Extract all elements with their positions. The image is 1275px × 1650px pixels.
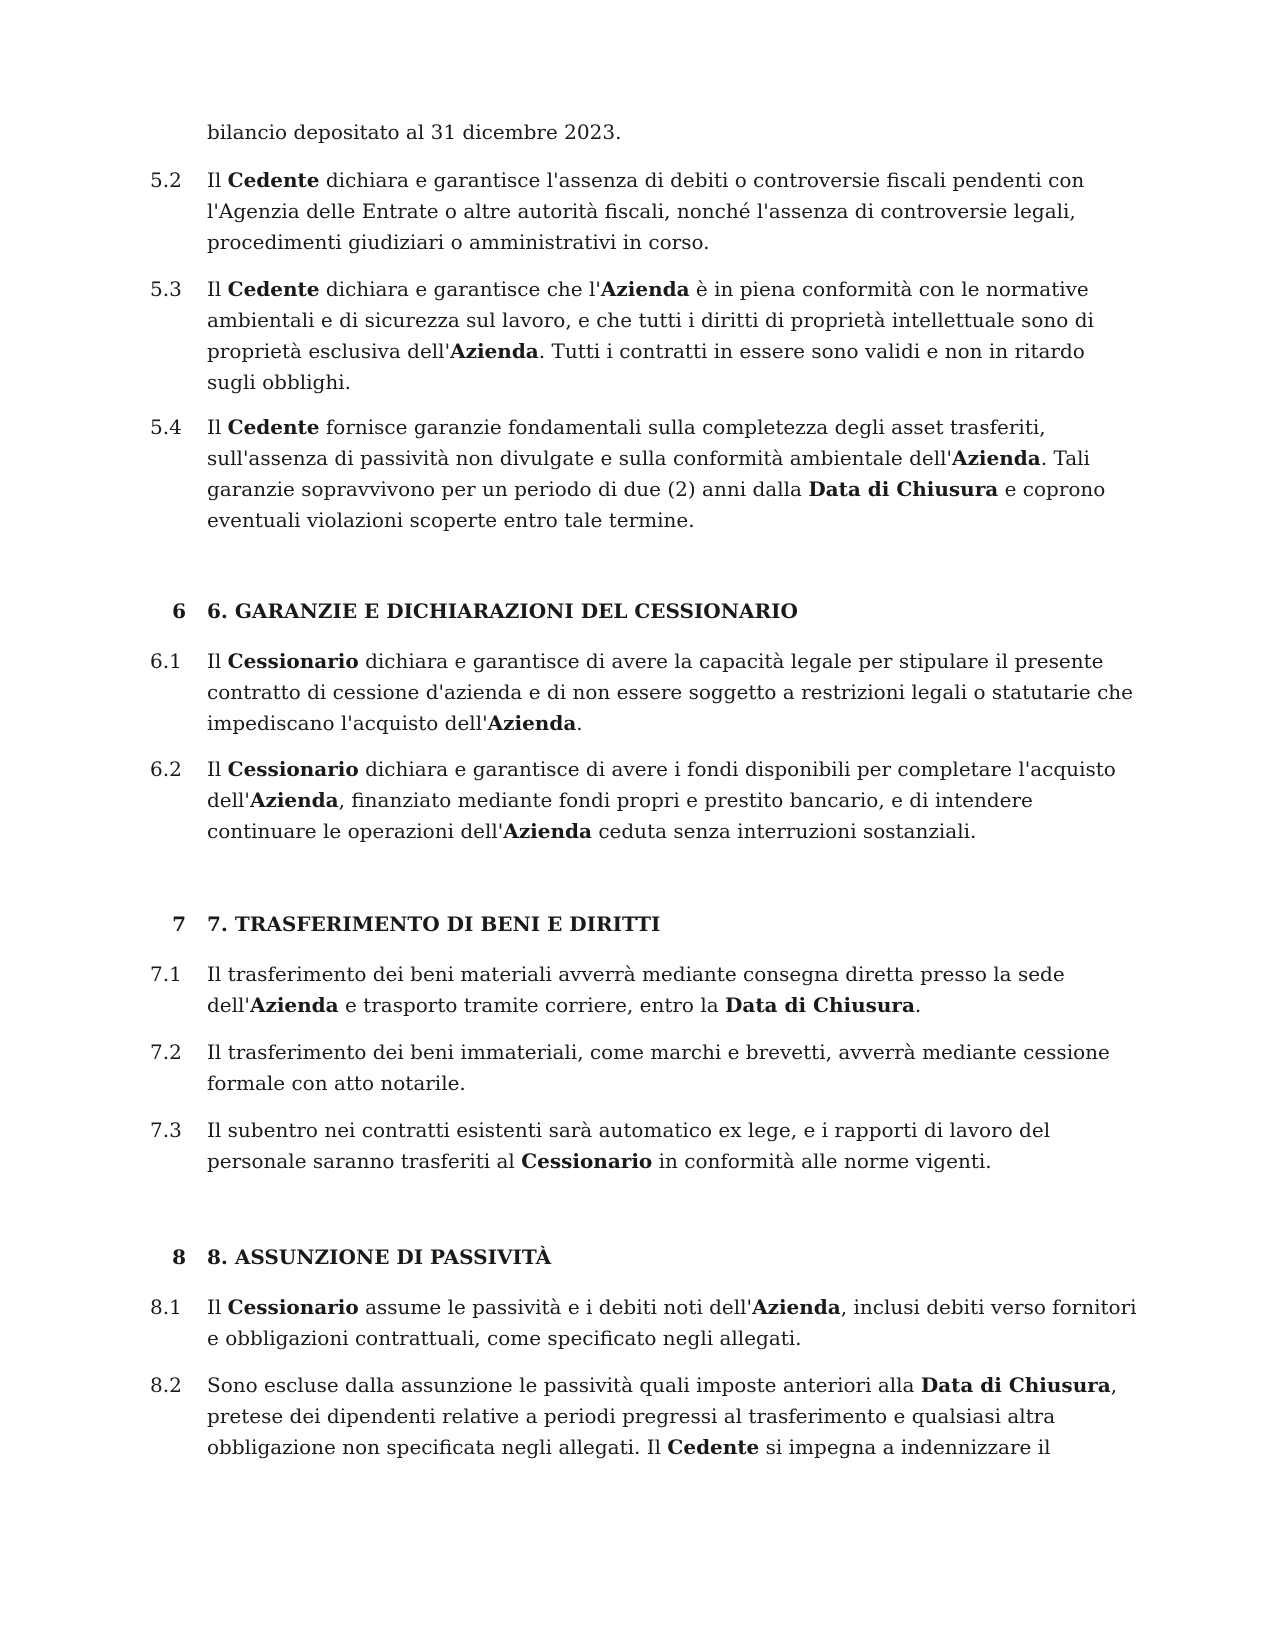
defined-term: Data di Chiusura [808, 477, 999, 501]
clause-text [207, 754, 1137, 847]
clause-text-segment: fornisce garanzie fondamentali sulla completezza degli asset trasferiti, sull'assenza di passività non divulgate e sulla conformità ambientale dell' [207, 415, 1046, 470]
continuation-text: bilancio depositato al 31 dicembre 2023. [207, 120, 622, 144]
clause-text-segment: e trasporto tramite corriere, entro la [338, 993, 726, 1017]
clause-number: 6.1 [150, 649, 182, 673]
section-number: 8 [172, 1245, 186, 1269]
clause-text [207, 165, 1137, 258]
clause-number: 8.1 [150, 1295, 182, 1319]
clause-number: 7.1 [150, 962, 182, 986]
clause-text-segment: è in piena conformità con le normative ambientali e di sicurezza sul lavoro, e che tutti i diritti di proprietà intellettuale sono di proprietà esclusiva dell' [207, 277, 1094, 363]
clause-text-segment: . [576, 711, 583, 735]
defined-term: Cedente [667, 1435, 760, 1459]
clause-text-segment: assume le passività e i debiti noti dell' [358, 1295, 753, 1319]
clause-text [207, 1037, 1137, 1099]
clause-text [207, 959, 1137, 1021]
clause-text-segment: Il [207, 1295, 228, 1319]
clause-text-segment: Il [207, 757, 228, 781]
section-number: 6 [172, 599, 186, 623]
section-title: 7. TRASFERIMENTO DI BENI E DIRITTI [207, 912, 661, 936]
clause-text-segment: Il [207, 168, 228, 192]
defined-term: Cessionario [521, 1149, 653, 1173]
defined-term: Azienda [249, 993, 339, 1017]
clause-text-segment: . Tutti i contratti in essere sono validi e non in ritardo sugli obblighi. [207, 339, 1085, 394]
clause-text-segment: Il [207, 649, 228, 673]
clause-text-segment: si impegna a indennizzare il [759, 1435, 1051, 1459]
clause-text [207, 646, 1137, 739]
clause-text-segment: e coprono eventuali violazioni scoperte entro tale termine. [207, 477, 1106, 532]
clause-number: 5.3 [150, 277, 182, 301]
clause-text-segment: Il trasferimento dei beni immateriali, come marchi e brevetti, avverrà mediante cessione formale con atto notarile. [207, 1040, 1110, 1095]
clause-text-segment: Il [207, 415, 228, 439]
clause-text-segment: , inclusi debiti verso fornitori e obbligazioni contrattuali, come specificato negli allegati. [207, 1295, 1137, 1350]
defined-term: Azienda [487, 711, 577, 735]
clause-text [207, 1370, 1137, 1463]
clause-text-segment: , finanziato mediante fondi propri e prestito bancario, e di intendere continuare le operazioni dell' [207, 788, 1033, 843]
clause-number: 5.4 [150, 415, 182, 439]
clause-text [207, 1115, 1137, 1177]
defined-term: Azienda [249, 788, 339, 812]
clause-text-segment: Il subentro nei contratti esistenti sarà automatico ex lege, e i rapporti di lavoro del personale saranno trasferiti al [207, 1118, 1051, 1173]
clause-text-segment: . Tali garanzie sopravvivono per un periodo di due (2) anni dalla [207, 446, 1090, 501]
clause-text-segment: ceduta senza interruzioni sostanziali. [591, 819, 977, 843]
clause-text-segment: dichiara e garantisce di avere la capacità legale per stipulare il presente contratto di cessione d'azienda e di non essere soggetto a restrizioni legali o statutarie che impediscano l'acquisto dell' [207, 649, 1134, 735]
defined-term: Azienda [503, 819, 592, 843]
section-title: 8. ASSUNZIONE DI PASSIVITÀ [207, 1245, 552, 1269]
defined-term: Azienda [450, 339, 539, 363]
clause-text-segment: . [914, 993, 922, 1017]
clause-text-segment: Sono escluse dalla assunzione le passività quali imposte anteriori alla [207, 1373, 921, 1397]
defined-term: Data di Chiusura [725, 993, 915, 1017]
clause-number: 8.2 [150, 1373, 182, 1397]
section-number: 7 [172, 912, 186, 936]
defined-term: Cedente [227, 277, 320, 301]
section-title: 6. GARANZIE E DICHIARAZIONI DEL CESSIONARIO [207, 599, 798, 623]
clause-text-segment: in conformità alle norme vigenti. [652, 1149, 992, 1173]
clause-text-segment: Il [207, 277, 228, 301]
clause-text-segment: Il trasferimento dei beni materiali avverrà mediante consegna diretta presso la sede dell' [207, 962, 1065, 1017]
defined-term: Cessionario [227, 1295, 359, 1319]
clause-text [207, 412, 1137, 536]
defined-term: Azienda [752, 1295, 841, 1319]
clause-text-segment: , pretese dei dipendenti relative a periodi pregressi al trasferimento e qualsiasi altra obbligazione non specificata negli allegati. Il [207, 1373, 1118, 1459]
clause-text [207, 1292, 1137, 1354]
clause-number: 7.3 [150, 1118, 182, 1142]
defined-term: Cedente [227, 168, 320, 192]
defined-term: Cedente [227, 415, 320, 439]
defined-term: Cessionario [227, 649, 359, 673]
clause-text-segment: dichiara e garantisce di avere i fondi disponibili per completare l'acquisto dell' [207, 757, 1116, 812]
defined-term: Cessionario [227, 757, 359, 781]
clause-text-segment: dichiara e garantisce che l' [319, 277, 601, 301]
clause-number: 5.2 [150, 168, 182, 192]
clause-number: 7.2 [150, 1040, 182, 1064]
clause-text [207, 274, 1137, 398]
clause-number: 6.2 [150, 757, 182, 781]
defined-term: Data di Chiusura [920, 1373, 1111, 1397]
defined-term: Azienda [600, 277, 690, 301]
defined-term: Azienda [952, 446, 1041, 470]
clause-text-segment: dichiara e garantisce l'assenza di debiti o controversie fiscali pendenti con l'Agenzia delle Entrate o altre autorità fiscali, nonché l'assenza di controversie legali, procedimenti giudiziari o amministrativi in corso. [207, 168, 1085, 254]
